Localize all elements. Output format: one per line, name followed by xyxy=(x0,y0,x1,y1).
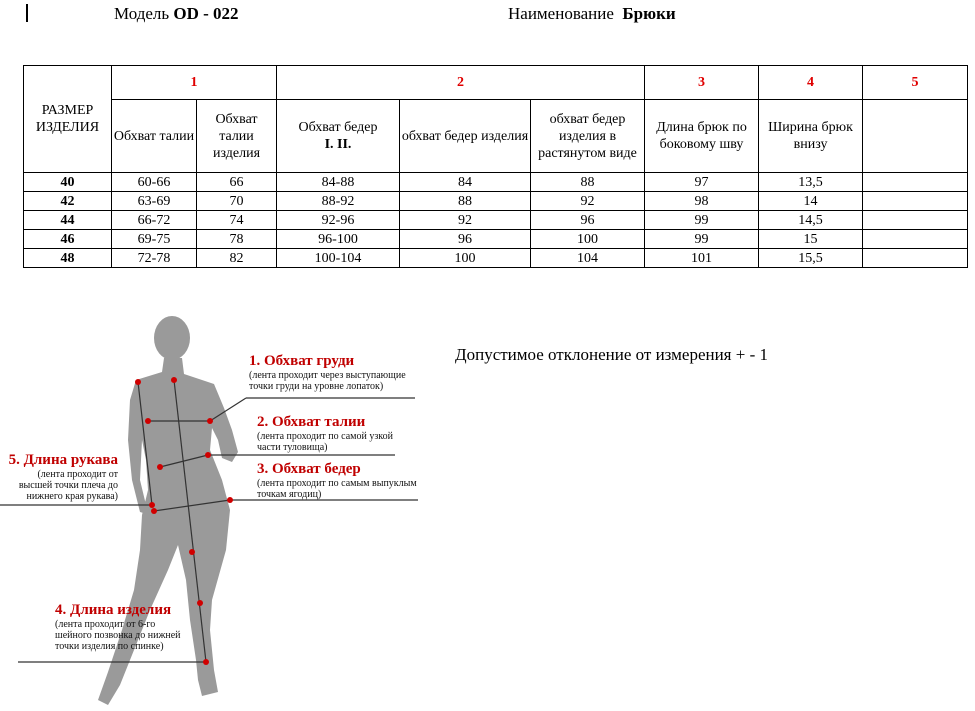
table-cell: 96 xyxy=(400,230,531,249)
label-sleeve xyxy=(6,452,118,502)
label-length-desc-2: шейного позвонка до нижней xyxy=(55,630,181,641)
table-cell: 69-75 xyxy=(112,230,197,249)
col-empty xyxy=(863,100,968,173)
table-cell: 97 xyxy=(645,173,759,192)
label-chest-desc-2: точки груди на уровне лопаток) xyxy=(249,381,384,392)
table-cell: 88 xyxy=(531,173,645,192)
table-cell: 96-100 xyxy=(277,230,400,249)
group-number-5: 5 xyxy=(863,66,968,100)
table-cell xyxy=(863,230,968,249)
label-waist-title: 2. Обхват талии xyxy=(257,414,366,430)
table-cell: 74 xyxy=(197,211,277,230)
table-cell: 82 xyxy=(197,249,277,268)
table-row xyxy=(24,249,968,268)
table-cell xyxy=(863,192,968,211)
label-chest xyxy=(249,353,406,392)
table-cell: 100 xyxy=(531,230,645,249)
size-cell: 44 xyxy=(24,211,112,230)
label-waist xyxy=(257,414,393,453)
size-table xyxy=(23,65,968,268)
col-hips-garment: обхват бедер изделия xyxy=(400,100,531,173)
table-cell: 92 xyxy=(531,192,645,211)
table-cell: 66-72 xyxy=(112,211,197,230)
col-bottom-width: Ширина брюк внизу xyxy=(759,100,863,173)
label-length-title: 4. Длина изделия xyxy=(55,602,172,618)
label-waist-desc-1: (лента проходит по самой узкой xyxy=(257,431,393,442)
group-number-row xyxy=(24,66,968,100)
col-waist: Обхват талии xyxy=(112,100,197,173)
table-cell: 78 xyxy=(197,230,277,249)
label-hips-title: 3. Обхват бедер xyxy=(257,461,361,477)
table-cell: 14,5 xyxy=(759,211,863,230)
table-cell: 63-69 xyxy=(112,192,197,211)
label-sleeve-desc-3: нижнего края рукава) xyxy=(26,491,118,502)
table-cell: 88-92 xyxy=(277,192,400,211)
group-number-1: 1 xyxy=(112,66,277,100)
table-cell: 100-104 xyxy=(277,249,400,268)
label-length-desc-3: точки изделия по спинке) xyxy=(55,641,164,652)
table-cell: 13,5 xyxy=(759,173,863,192)
table-cell: 88 xyxy=(400,192,531,211)
name-header xyxy=(508,4,676,24)
table-cell: 84 xyxy=(400,173,531,192)
label-hips-desc-1: (лента проходит по самым выпуклым xyxy=(257,478,417,489)
name-value: Брюки xyxy=(622,4,676,23)
column-header-row xyxy=(24,100,968,173)
table-row xyxy=(24,230,968,249)
size-header: РАЗМЕР ИЗДЕЛИЯ xyxy=(24,66,112,173)
label-chest-title: 1. Обхват груди xyxy=(249,353,355,369)
table-cell xyxy=(863,211,968,230)
table-cell: 96 xyxy=(531,211,645,230)
group-number-2: 2 xyxy=(277,66,645,100)
table-row xyxy=(24,211,968,230)
table-row xyxy=(24,192,968,211)
col-hips-stretched: обхват бедер изделия в растянутом виде xyxy=(531,100,645,173)
name-label: Наименование xyxy=(508,4,614,23)
table-cell: 72-78 xyxy=(112,249,197,268)
size-cell: 46 xyxy=(24,230,112,249)
col-waist-garment: Обхват талии изделия xyxy=(197,100,277,173)
label-hips xyxy=(257,461,417,500)
label-sleeve-desc-2: высшей точки плеча до xyxy=(18,480,118,491)
label-sleeve-title: 5. Длина рукава xyxy=(8,452,118,468)
model-value: OD - 022 xyxy=(173,4,239,23)
label-sleeve-desc-1: (лента проходит от xyxy=(37,469,118,480)
table-cell: 70 xyxy=(197,192,277,211)
label-length-desc-1: (лента проходит от 6-го xyxy=(55,619,156,630)
table-cell xyxy=(863,173,968,192)
size-cell: 48 xyxy=(24,249,112,268)
label-hips-desc-2: точкам ягодиц) xyxy=(257,489,322,500)
model-label: Модель xyxy=(114,4,170,23)
model-header xyxy=(114,4,239,24)
group-number-3: 3 xyxy=(645,66,759,100)
table-cell: 92-96 xyxy=(277,211,400,230)
table-cell: 60-66 xyxy=(112,173,197,192)
table-cell: 15,5 xyxy=(759,249,863,268)
table-cell: 66 xyxy=(197,173,277,192)
label-chest-desc-1: (лента проходит через выступающие xyxy=(249,370,406,381)
size-cell: 40 xyxy=(24,173,112,192)
table-cell: 14 xyxy=(759,192,863,211)
col-side-length: Длина брюк по боковому шву xyxy=(645,100,759,173)
col-hips-label: Обхват бедер xyxy=(298,120,378,135)
table-cell: 99 xyxy=(645,211,759,230)
label-waist-desc-2: части туловища) xyxy=(257,442,328,453)
table-cell: 101 xyxy=(645,249,759,268)
tolerance-note: Допустимое отклонение от измерения + - 1 xyxy=(455,345,768,364)
table-cell: 104 xyxy=(531,249,645,268)
group-number-4: 4 xyxy=(759,66,863,100)
label-length xyxy=(55,602,181,652)
table-row xyxy=(24,173,968,192)
col-hips-roman: I. II. xyxy=(324,137,352,152)
table-cell: 100 xyxy=(400,249,531,268)
table-cell: 92 xyxy=(400,211,531,230)
table-cell xyxy=(863,249,968,268)
text-cursor xyxy=(26,4,28,22)
table-cell: 84-88 xyxy=(277,173,400,192)
table-cell: 98 xyxy=(645,192,759,211)
size-cell: 42 xyxy=(24,192,112,211)
table-cell: 15 xyxy=(759,230,863,249)
col-hips xyxy=(277,100,400,173)
table-cell: 99 xyxy=(645,230,759,249)
